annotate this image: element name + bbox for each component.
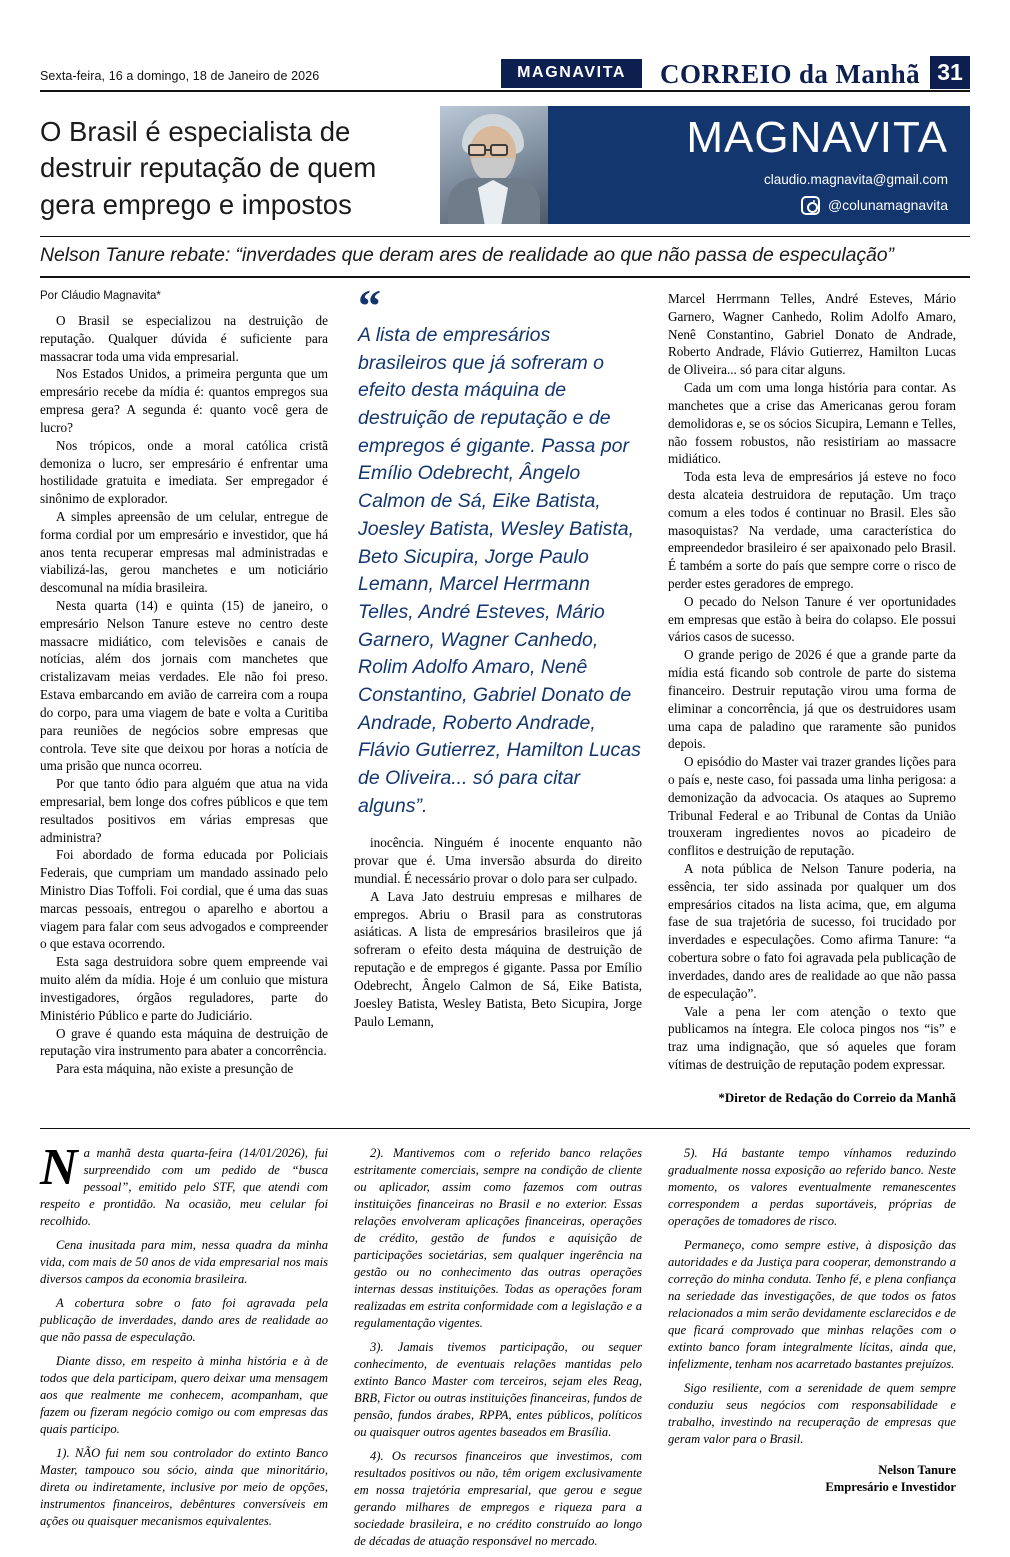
banner-email[interactable]: claudio.magnavita@gmail.com: [763, 171, 948, 187]
photo-glasses-left: [468, 144, 486, 156]
note-paragraph: 5). Há bastante tempo vínhamos reduzindo gradualmente nossa exposição ao referido banco. Neste momento, os valores eventualmente remanescentes correspondem a perdas suportáveis, próprias de operações de tomadores de risco.: [668, 1145, 956, 1228]
headline-column: [40, 106, 440, 223]
banner-handle: @colunamagnavita: [827, 197, 948, 213]
paragraph: Nos Estados Unidos, a primeira pergunta que um empresário recebe da mídia é: quantos empregos sua empresa gera? A segunda é: quanto você gera de lucro?: [40, 366, 328, 435]
note-paragraph: 2). Mantivemos com o referido banco relações estritamente comerciais, sempre na condição de cliente ou aplicador, assim como fazemos com outras instituições financeiras no Brasil e no exterior. Essas relações envolveram aplicações financeiras, operações de crédito, gestão de fundos e aquisição de participações societárias, sem qualquer ingerência na gestão ou no conhecimento das outras operações internas dessas instituições. Todas as operações foram realizadas em estrita conformidade com a legislação e a regulamentação vigentes.: [354, 1145, 642, 1330]
masthead: [40, 40, 970, 92]
headline-zone: [40, 106, 970, 224]
note-paragraph: A cobertura sobre o fato foi agravada pela publicação de inverdades, dando ares de realidade ao que não passa de especulação.: [40, 1295, 328, 1344]
note-paragraph: [40, 1138, 328, 1230]
note-paragraph: Cena inusitada para mim, nessa quadra da minha vida, com mais de 50 anos de vida empresarial nos mais diversos campos da economia brasileira.: [40, 1237, 328, 1286]
signature-name: Nelson Tanure: [878, 1462, 956, 1477]
paragraph: A nota pública de Nelson Tanure poderia, na essência, ter sido assinada por qualquer um dos empresários citados na lista acima, que, em alguma fase de sua trajetória de sucesso, foi trucidado por inverdades e especulações. Como afirma Tanure: “a cobertura sobre o fato foi agravada pela publicação de inverdades, dando ares de realidade ao que não passa de especulação”.: [668, 861, 956, 1001]
paragraph: O grande perigo de 2026 é que a grande parte da mídia está ficando sob controle de parte do sistema financeiro. Destruir reputação virou uma forma de eliminar a concorrência, já que os destruidores usam uma capa de paladino que raramente são punidos depois.: [668, 647, 956, 752]
signature: [668, 1462, 956, 1496]
banner-title: MAGNAVITA: [686, 112, 948, 162]
paragraph: inocência. Ninguém é inocente enquanto não provar que é. Uma inversão absurda do direito mundial. É necessário provar o dolo para ser culpado.: [354, 835, 642, 886]
note-paragraph: Sigo resiliente, com a serenidade de quem sempre conduziu seus negócios com responsabilidade e trabalho, investindo na recuperação de empresas que geram valor para o Brasil.: [668, 1380, 956, 1446]
paper-name: CORREIO da Manhã: [660, 59, 920, 89]
issue-date: Sexta-feira, 16 a domingo, 18 de Janeiro de 2026: [40, 69, 320, 83]
paragraph: Toda esta leva de empresários já esteve no foco desta alcateia destruidora de reputação. Um traço comum a eles todos é continuar no Brasil. Eles são masoquistas? Na verdade, uma característica do empreendedor brasileiro é ser apaixonado pelo Brasil. É também a sorte do país que sempre corre o risco de perder estes geradores de emprego.: [668, 469, 956, 591]
note-paragraph: 1). NÃO fui nem sou controlador do extinto Banco Master, tampouco sou sócio, ainda que minoritário, direta ou indiretamente, inclusive por meio de opções, instrumentos financeiros, debêntures conversíveis em ações ou quaisquer mecanismos equivalentes.: [40, 1445, 328, 1528]
instagram-icon: [801, 196, 820, 215]
paragraph: Para esta máquina, não existe a presunção de: [56, 1061, 294, 1077]
paragraph: Nos trópicos, onde a moral católica cristã demoniza o lucro, ser empresário é enfrentar uma hostilidade gratuita e imediata. Ser empregador é sinônimo de explorador.: [40, 437, 328, 507]
pull-quote-text: A lista de empresários brasileiros que já sofreram o efeito desta máquina de destruição de reputação e de empregos é gigante. Passa por Emílio Odebrecht, Ângelo Calmon de Sá, Eike Batista, Joesley Batista, Wesley Batista, Beto Sicupira, Jorge Paulo Lemann, Marcel Herrmann Telles, André Esteves, Mário Garnero, Wagner Canhedo, Rolim Adolfo Amaro, Nenê Constantino, Gabriel Donato de Andrade, Roberto Andrade, Flávio Gutierrez, Hamilton Lucas de Oliveira... só para citar alguns”.: [358, 324, 641, 817]
note-column-3: [668, 1145, 956, 1557]
note-paragraph: Diante disso, em respeito à minha história e à de todos que dela participam, quero deixar uma mensagem aos que realmente me conhecem, acompanham, que fazem ou fizeram negócio comigo ou com empresas das quais participo.: [40, 1353, 328, 1436]
masthead-right: [501, 56, 970, 90]
signature-role: Empresário e Investidor: [825, 1479, 956, 1494]
newspaper-page: [0, 40, 1010, 1548]
note-column-2: [354, 1145, 642, 1557]
paragraph: O episódio do Master vai trazer grandes lições para o país e, neste caso, foi passada uma linha perigosa: a demonização da advocacia. Os ataques ao Supremo Tribunal Federal e ao Tribunal de Contas da União trouxeram ingredientes novos ao picadeiro de conflitos e destruição de reputação.: [668, 754, 956, 859]
column-name-badge: MAGNAVITA: [501, 59, 642, 88]
paragraph: Foi abordado de forma educada por Policiais Federais, que cumpriam um mandado assinado pelo Ministro Dias Toffoli. Foi cordial, que é uma das suas marcas pessoais, entregou o aparelho e abortou a viagem para falar com seus advogados e compreender o que estava ocorrendo.: [40, 847, 328, 952]
note-paragraph: 3). Jamais tivemos participação, ou sequer conhecimento, de eventuais relações mantidas pelo extinto Banco Master com terceiros, sejam eles Reag, BRB, Fictor ou outras instituições financeiras, fundos de pensão, fundos árabes, RPPA, entes públicos, políticos ou quaisquer outros agentes baseados em Brasília.: [354, 1339, 642, 1439]
paragraph: Por que tanto ódio para alguém que atua na vida empresarial, bem longe dos cofres públicos e que tem resultados positivos em várias empresas que administra?: [40, 776, 328, 845]
photo-glasses-right: [490, 144, 508, 156]
paragraph: Cada um com uma longa história para contar. As manchetes que a crise das Americanas gerou foram demolidoras e, se os sócios Sicupira, Lemann e Telles, não fossem robustos, não resistiriam ao massacre midiático.: [668, 380, 956, 467]
paragraph: O grave é quando esta máquina de destruição de reputação vira instrumento para abater a concorrência.: [40, 1025, 328, 1059]
column-2-continuation: [354, 834, 642, 1030]
paragraph: Nesta quarta (14) e quinta (15) de janeiro, o empresário Nelson Tanure esteve no centro deste massacre midiático, com televisões e canais de notícias, além dos jornais com manchetes que cristalizavam meias verdades. Ele não foi preso. Estava embarcando em avião de carreira com a roupa do corpo, para uma viagem de bate e volta a Curitiba para reuniões de negócios sobre empresas que controla. Teve site que deixou por horas a notícia de uma prisão que nunca ocorreu.: [40, 598, 328, 774]
banner-social[interactable]: [564, 196, 948, 215]
paragraph: Marcel Herrmann Telles, André Esteves, Mário Garnero, Wagner Canhedo, Rolim Adolfo Amaro, Nenê Constantino, Gabriel Donato de Andrade, Roberto Andrade, Flávio Gutierrez, Hamilton Lucas de Oliveira... só para citar alguns.: [668, 291, 956, 378]
article-column-1: [40, 290, 328, 1106]
article-body: [40, 280, 970, 1106]
paragraph: A simples apreensão de um celular, entregue de forma cordial por um empresário e investidor, que há anos tenta recuperar empresas mal administradas e viabilizá-las, gerou manchetes e um noticiário descomunal na mídia brasileira.: [40, 508, 328, 596]
section-divider: [40, 1128, 970, 1129]
note-paragraph: 4). Os recursos financeiros que investimos, com resultados positivos ou não, têm origem exclusivamente em nossa trajetória empresarial, que gerou e segue gerando milhares de empregos e riqueza para a sociedade brasileira, e no crédito construído ao longo de décadas de atuação responsável no mercado.: [354, 1448, 642, 1548]
paragraph: Esta saga destruidora sobre quem empreende vai muito além da mídia. Hoje é um conluio que mistura investigadores, órgãos reguladores, parte do Ministério Público e parte do Judiciário.: [40, 954, 328, 1023]
article-column-2: [354, 280, 642, 1106]
article-column-3: [668, 290, 956, 1106]
photo-glasses-bridge: [486, 149, 492, 151]
note-paragraph: Permaneço, como sempre estive, à disposição das autoridades e da Justiça para cooperar, demonstrando a correção do minha conduta. Tenho fé, e plena confiança na seriedade das investigações, de que todos os fatos relacionados a mim serão devidamente esclarecidos e de que ficará comprovado que minhas relações com o extinto banco foram integralmente lícitas, ainda que, infelizmente, tenham nos acarretado bastantes prejuízos.: [668, 1237, 956, 1371]
banner-text: [548, 106, 970, 224]
byline: Por Cláudio Magnavita*: [40, 290, 161, 302]
note-column-1: [40, 1138, 328, 1557]
note-paragraph-text: a manhã desta quarta-feira (14/01/2026), fui surpreendido com um pedido de “busca pessoal”, emitido pelo STF, que atendi com respeito e prontidão. Na ocasião, meu celular foi recolhido.: [40, 1145, 328, 1228]
paragraph: O Brasil se especializou na destruição de reputação. Qualquer dúvida é suficiente para massacrar toda uma vida empresarial.: [40, 313, 328, 364]
column-banner: [440, 106, 970, 224]
author-credit: *Diretor de Redação do Correio da Manhã: [718, 1089, 956, 1105]
paragraph: Vale a pena ler com atenção o texto que publicamos na íntegra. Ele coloca pingos nos “is” e traz uma indignação, que só aqueles que foram vítimas de destruição de reputação podem expressar.: [668, 1003, 956, 1072]
quote-mark-icon: “: [358, 280, 381, 331]
drop-cap: N: [40, 1138, 78, 1196]
page-title: O Brasil é especialista de destruir reputação de quem gera emprego e impostos: [40, 116, 377, 220]
page-number: 31: [930, 56, 970, 89]
subdeck: Nelson Tanure rebate: “inverdades que deram ares de realidade ao que não passa de especulação”: [40, 236, 970, 278]
public-note: [40, 1138, 970, 1557]
paragraph: A Lava Jato destruiu empresas e milhares de empregos. Abriu o Brasil para as construtoras asiáticas. A lista de empresários brasileiros que já sofreram o efeito desta máquina de destruição de reputação e de empregos é gigante. Passa por Emílio Odebrecht, Ângelo Calmon de Sá, Eike Batista, Joesley Batista, Wesley Batista, Beto Sicupira, Jorge Paulo Lemann,: [354, 888, 642, 1029]
pull-quote: [354, 280, 642, 820]
columnist-photo: [440, 106, 548, 224]
paragraph: O pecado do Nelson Tanure é ver oportunidades em empresas que estão à beira do colapso. Ele possui vários casos de sucesso.: [668, 593, 956, 645]
